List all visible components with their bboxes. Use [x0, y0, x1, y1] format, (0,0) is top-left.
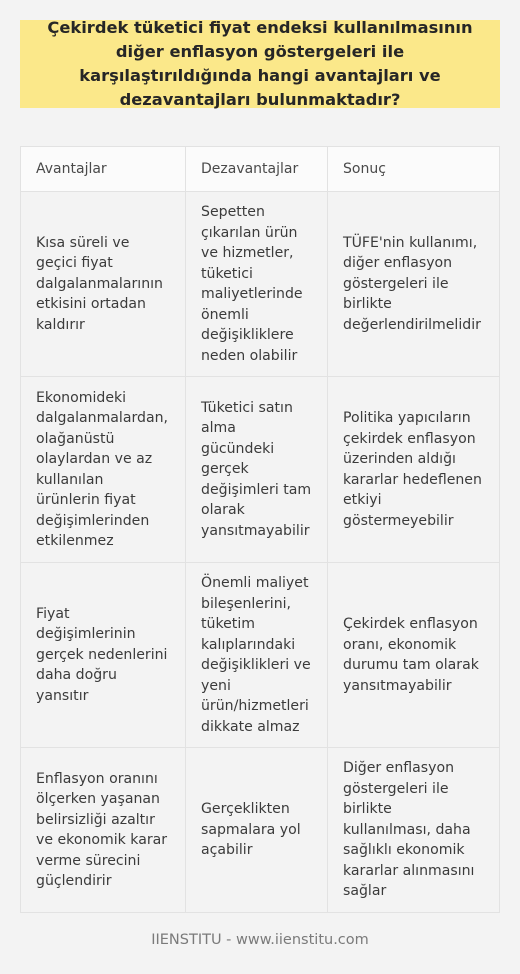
- table-cell: Sepetten çıkarılan ürün ve hizmetler, tüketici maliyetlerinde önemli değişikliklere neden olabilir: [186, 192, 328, 376]
- table-cell: Ekonomideki dalgalanmalardan, olağanüstü olaylardan ve az kullanılan ürünlerin fiyat değişimlerinden etkilenmez: [21, 377, 186, 562]
- table-cell: TÜFE'nin kullanımı, diğer enflasyon göstergeleri ile birlikte değerlendirilmelidir: [343, 234, 481, 333]
- table-cell: Fiyat değişimlerinin gerçek nedenlerini daha doğru yansıtır: [21, 563, 186, 747]
- header-advantages: Avantajlar: [21, 147, 186, 191]
- table-cell: Gerçeklikten sapmalara yol açabilir: [186, 748, 328, 912]
- table-cell: Tüketici satın alma gücündeki gerçek değişimleri tam olarak yansıtmayabilir: [186, 377, 328, 562]
- table-cell: Önemli maliyet bileşenlerini, tüketim kalıplarındaki değişiklikleri ve yeni ürün/hizmetleri dikkate almaz: [186, 563, 328, 747]
- table-cell: Enflasyon oranını ölçerken yaşanan belirsizliği azaltır ve ekonomik karar verme sürecini güçlendirir: [21, 748, 186, 912]
- comparison-table: [20, 146, 500, 913]
- header-disadvantages: Dezavantajlar: [186, 147, 328, 191]
- table-row: [21, 563, 499, 748]
- table-row: [21, 748, 499, 912]
- table-row: [21, 192, 499, 377]
- table-header-row: [21, 147, 499, 192]
- table-row: [21, 377, 499, 563]
- table-cell: Kısa süreli ve geçici fiyat dalgalanmalarının etkisini ortadan kaldırır: [21, 192, 186, 376]
- header-result: Sonuç: [343, 160, 386, 177]
- table-cell: Politika yapıcıların çekirdek enflasyon üzerinden aldığı kararlar hedeflenen etkiyi göstermeyebilir: [343, 410, 482, 529]
- table-cell: Çekirdek enflasyon oranı, ekonomik durumu tam olarak yansıtmayabilir: [343, 616, 479, 694]
- footer-credit: IIENSTITU - www.iienstitu.com: [151, 932, 369, 948]
- table-cell: Diğer enflasyon göstergeleri ile birlikte kullanılması, daha sağlıklı ekonomik kararlar alınmasını sağlar: [343, 760, 475, 900]
- page-title: Çekirdek tüketici fiyat endeksi kullanılmasının diğer enflasyon göstergeleri ile karşılaştırıldığında hangi avantajları ve dezavantajları bulunmaktadır?: [20, 20, 500, 108]
